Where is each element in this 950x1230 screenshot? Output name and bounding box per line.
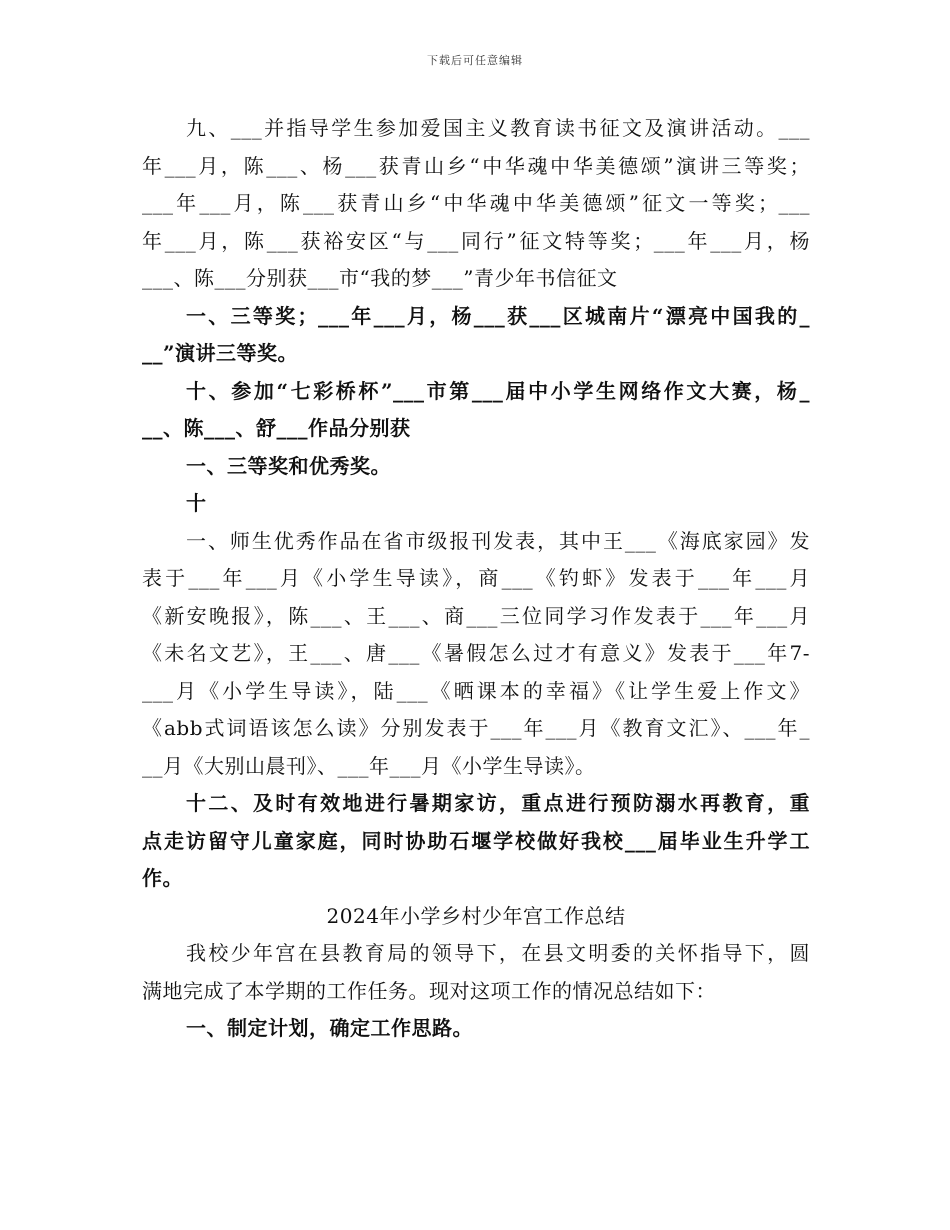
section-11-line-4: 《未名文艺》，王___、唐___《暑假怎么过才有意义》发表于___年7- <box>142 641 810 665</box>
award-line-1: 一、三等奖；___年___月，杨___获___区城南片“漂亮中国我的_ <box>186 303 810 328</box>
section-12-line-1: 十二、及时有效地进行暑期家访，重点进行预防溺水再教育，重 <box>186 791 810 815</box>
page-header: 下载后可任意编辑 <box>427 54 523 67</box>
section-9-line-1: 九、___并指导学生参加爱国主义教育读书征文及演讲活动。___ <box>186 116 810 140</box>
section-9-line-3: ___年___月，陈___获青山乡“中华魂中华美德颂”征文一等奖；___ <box>142 191 810 215</box>
section-10-line-3: 一、三等奖和优秀奖。 <box>186 453 391 478</box>
section-11-heading: 十 <box>186 491 207 515</box>
document-body <box>142 110 810 1048</box>
section-10-line-1: 十、参加“七彩桥杯”___市第___届中小学生网络作文大赛，杨_ <box>186 378 810 403</box>
section-10-line-2: __、陈___、舒___作品分别获 <box>142 416 411 440</box>
summary-intro-line-2: 满地完成了本学期的工作任务。现对这项工作的情况总结如下： <box>142 978 716 1003</box>
section-9-line-5: ___、陈___分别获___市“我的梦___”青少年书信征文 <box>142 266 618 290</box>
section-11-line-2: 表于___年___月《小学生导读》，商___《钓虾》发表于___年___月 <box>142 566 810 590</box>
award-line-2: __”演讲三等奖。 <box>142 341 299 365</box>
summary-section-1-heading: 一、制定计划，确定工作思路。 <box>186 1016 473 1040</box>
section-9-line-2: 年___月，陈___、杨___获青山乡“中华魂中华美德颂”演讲三等奖； <box>142 153 810 178</box>
summary-title: 2024年小学乡村少年宫工作总结 <box>326 903 626 928</box>
section-11-line-3: 《新安晚报》，陈___、王___、商___三位同学习作发表于___年___月 <box>142 603 810 628</box>
section-11-line-7: __月《大别山晨刊》、___年___月《小学生导读》。 <box>142 753 596 778</box>
section-9-line-4: 年___月，陈___获裕安区“与___同行”征文特等奖；___年___月，杨 <box>142 228 810 253</box>
section-11-line-5: ___月《小学生导读》，陆___《晒课本的幸福》《让学生爱上作文》 <box>142 678 810 703</box>
summary-intro-line-1: 我校少年宫在县教育局的领导下，在县文明委的关怀指导下，圆 <box>186 941 810 965</box>
section-12-line-3: 作。 <box>142 866 183 890</box>
section-12-line-2: 点走访留守儿童家庭，同时协助石堰学校做好我校___届毕业生升学工 <box>142 828 810 853</box>
section-11-line-1: 一、师生优秀作品在省市级报刊发表，其中王___《海底家园》发 <box>186 528 810 553</box>
section-11-line-6: 《abb式词语该怎么读》分别发表于___年___月《教育文汇》、___年_ <box>142 716 810 740</box>
